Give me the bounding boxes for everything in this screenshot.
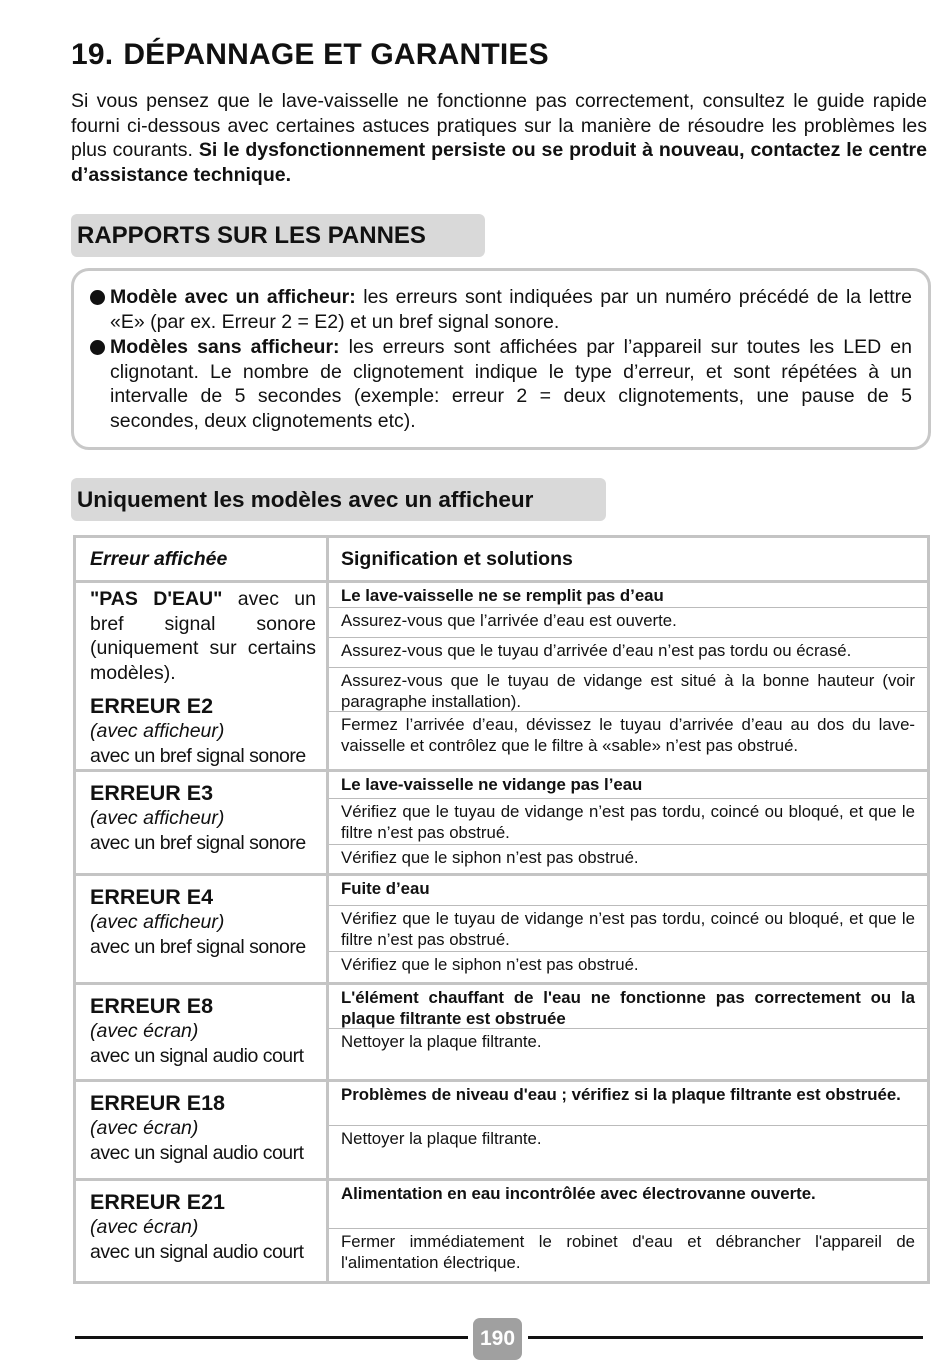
bullet-no-display-model <box>90 335 912 433</box>
no-water-message <box>90 587 316 685</box>
error-code: ERREUR E21 <box>90 1190 226 1214</box>
display-type: (avec afficheur) <box>90 807 225 829</box>
signal-type: avec un bref signal sonore <box>90 745 306 767</box>
problem-title: Alimentation en eau incontrôlée avec électrovanne ouverte. <box>329 1181 927 1229</box>
section-number: 19. <box>71 38 114 71</box>
page-title <box>71 38 549 72</box>
table-row <box>75 1081 929 1180</box>
error-code-cell <box>75 875 328 984</box>
solution-line: Vérifiez que le tuyau de vidange n’est pas tordu, coincé ou bloqué, et que le filtre n’est pas obstrué. <box>329 799 927 845</box>
display-models-heading: Uniquement les modèles avec un afficheur <box>71 478 606 521</box>
table-header-row <box>75 537 929 582</box>
solution-line: Vérifiez que le siphon n’est pas obstrué. <box>341 955 639 974</box>
solution-cell <box>328 1180 929 1283</box>
display-type: (avec afficheur) <box>90 911 225 933</box>
error-code: ERREUR E4 <box>90 885 214 909</box>
solution-cell <box>328 875 929 984</box>
table-row <box>75 771 929 875</box>
error-code: ERREUR E3 <box>90 781 214 805</box>
footer-rule-right <box>528 1336 923 1339</box>
error-code-cell <box>75 771 328 875</box>
signal-type: avec un bref signal sonore <box>90 936 306 958</box>
problem-title: Fuite d’eau <box>329 876 927 906</box>
solution-line: Fermer immédiatement le robinet d'eau et débrancher l'appareil de l'alimentation électrique. <box>341 1232 915 1272</box>
table-row <box>75 984 929 1081</box>
bullet-text: les erreurs sont affichées par l’appareil sur toutes les LED en clignotant. Le nombre de clignotement indique le type d’erreur, et sont répétées à un intervalle de 5 secondes (exemple: erreur 2 = deux clignotements, une pause de 5 secondes, deux clignotements etc). <box>110 336 912 432</box>
display-type: (avec afficheur) <box>90 720 225 742</box>
solution-cell <box>328 984 929 1081</box>
error-code-cell <box>75 582 328 771</box>
solution-line: Nettoyer la plaque filtrante. <box>341 1032 542 1051</box>
display-type: (avec écran) <box>90 1216 199 1238</box>
signal-type: avec un signal audio court <box>90 1045 304 1067</box>
bullet-dot-icon <box>90 290 105 305</box>
error-table <box>73 535 930 1284</box>
signal-type: avec un bref signal sonore <box>90 832 306 854</box>
solution-cell <box>328 1081 929 1180</box>
intro-text: Si vous pensez que le lave-vaisselle ne fonctionne pas correctement, consultez le guide rapide fourni ci-dessous avec certaines astuces pratiques sur la manière de résoudre les problèmes les plus courants. <box>71 90 927 161</box>
table-row <box>75 875 929 984</box>
bullet-text: les erreurs sont indiquées par un numéro précédé de la lettre «E» (par ex. Erreur 2 = E2) et un bref signal sonore. <box>110 286 912 333</box>
solution-line: Vérifiez que le tuyau de vidange n’est pas tordu, coincé ou bloqué, et que le filtre n’est pas obstrué. <box>329 906 927 952</box>
solution-line: Vérifiez que le siphon n’est pas obstrué. <box>341 848 639 867</box>
problem-title: L'élément chauffant de l'eau ne fonctionne pas correctement ou la plaque filtrante est obstruée <box>329 985 927 1029</box>
bullet-label: Modèles sans afficheur: <box>110 336 340 358</box>
solution-cell <box>328 582 929 771</box>
problem-title: Le lave-vaisselle ne vidange pas l’eau <box>329 772 927 799</box>
display-type: (avec écran) <box>90 1020 199 1042</box>
signal-type: avec un signal audio court <box>90 1142 304 1164</box>
bullet-display-model <box>90 285 912 334</box>
error-code: ERREUR E18 <box>90 1091 226 1115</box>
error-code-cell <box>75 1081 328 1180</box>
no-water-text: avec un bref signal sonore (uniquement sur certains modèles). <box>90 588 316 684</box>
problem-title: Problèmes de niveau d'eau ; vérifiez si la plaque filtrante est obstruée. <box>329 1082 927 1126</box>
error-code: ERREUR E2 <box>90 694 214 718</box>
fault-reports-heading: RAPPORTS SUR LES PANNES <box>71 214 485 257</box>
header-cell-error: Erreur affichée <box>75 537 328 582</box>
page-number: 190 <box>473 1318 522 1360</box>
no-water-label: "PAS D'EAU" <box>90 588 223 610</box>
intro-paragraph <box>71 89 927 187</box>
footer-rule-left <box>75 1336 468 1339</box>
problem-title: Le lave-vaisselle ne se remplit pas d’eau <box>329 583 927 608</box>
solution-line: Assurez-vous que le tuyau de vidange est situé à la bonne hauteur (voir paragraphe installation). <box>329 668 927 712</box>
solution-cell <box>328 771 929 875</box>
table-row <box>75 1180 929 1283</box>
error-code-cell <box>75 984 328 1081</box>
header-cell-meaning: Signification et solutions <box>328 537 929 582</box>
intro-warning: Si le dysfonctionnement persiste ou se produit à nouveau, contactez le centre d’assistance technique. <box>71 139 927 186</box>
solution-line: Fermez l’arrivée d’eau, dévissez le tuyau d’arrivée d’eau au dos du lave-vaisselle et contrôlez que le filtre à «sable» n’est pas obstrué. <box>341 715 915 755</box>
section-title: DÉPANNAGE ET GARANTIES <box>123 38 549 71</box>
display-type: (avec écran) <box>90 1117 199 1139</box>
signal-type: avec un signal audio court <box>90 1241 304 1263</box>
bullet-dot-icon <box>90 340 105 355</box>
solution-line: Nettoyer la plaque filtrante. <box>341 1129 542 1148</box>
bullet-label: Modèle avec un afficheur: <box>110 286 356 308</box>
error-code-cell <box>75 1180 328 1283</box>
solution-line: Assurez-vous que l’arrivée d’eau est ouverte. <box>329 608 927 638</box>
error-code: ERREUR E8 <box>90 994 214 1018</box>
solution-line: Assurez-vous que le tuyau d’arrivée d’eau n’est pas tordu ou écrasé. <box>329 638 927 668</box>
table-row <box>75 582 929 771</box>
